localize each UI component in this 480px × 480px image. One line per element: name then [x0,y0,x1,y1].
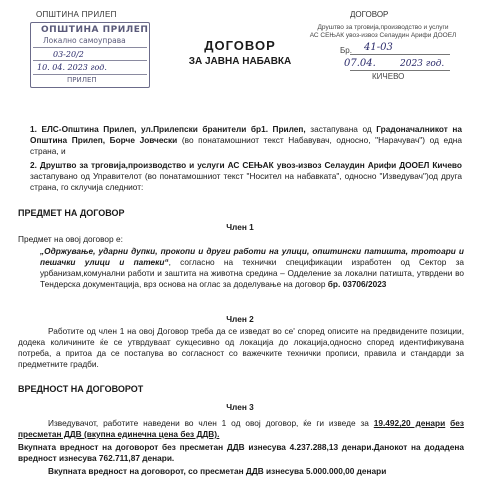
article-3-total-value: 4.237.288,13 [289,442,339,452]
article-2-body: Работите од член 1 на овој Договор треба да се изведат во се' според описите на предвидените позиции, додека количините ќе се утврдуваат сукцесивно од локација до локација,односно според идентификувана потреба, а притоа да се постапува во согласност со важечките технички прописи, правила и стандарди за предметните градби. [18,326,464,369]
section-value-heading: ВРЕДНОСТ НА ДОГОВОРОТ [18,384,144,394]
party1-rest: (во понатамошниот текст Набавувач, односно, "Нарачувач") од една страна, и [30,135,463,156]
stamp-handwritten-date: 10. 04. 2023 год. [37,63,107,72]
party1-number: 1. [30,124,37,134]
party1-mayor: Градоначалникот на Општина Прилеп, Борче Јовчески [30,124,463,145]
registry-stamp-left [30,22,150,88]
party2-rest: застапувано од Управителот (во понатамошниот текст "Носител на набавката", односно "Изведувач")од друга страна, го склучија следниот: [30,171,462,192]
article-3-heading: Член 3 [226,402,254,412]
party2-paragraph [30,160,462,193]
article-1-intro: Предмет на овој договор е: [18,234,123,244]
company-stamp-city: КИЧЕВО [372,72,405,81]
article-2-heading: Член 2 [226,314,254,324]
party1-paragraph [30,124,462,157]
header-contract: ДОГОВОР [350,10,389,19]
company-stamp-underline [350,54,450,55]
article-3-line1 [18,418,464,440]
article-3-total-post: денари.Данокот на додадена вредност изнесува 762.711,87 денари. [18,442,464,463]
article-1-quote: „Одржување, ударни дупки, прокопи и други работи на улици, општински патишта, тротоари и пешачки улици и патеки“ [40,246,464,267]
stamp-handwritten-number: 03-20/2 [53,50,84,59]
article-3-last-line: Вкупната вредност на договорот, со пресметан ДДВ изнесува 5.000.000,00 денари [48,466,387,476]
article-3-total-pre: Вкупната вредност на договорот без пресметан ДДВ изнесува [18,442,290,452]
stamp-city: ПРИЛЕП [67,76,97,84]
section-subject-heading: ПРЕДМЕТ НА ДОГОВОР [18,208,125,218]
company-br-value: 41-03 [364,42,393,53]
stamp-divider [33,74,147,75]
stamp-line-municipality: ОПШТИНА ПРИЛЕП [41,25,149,35]
stamp-line-selfgov: Локално самоуправа [43,36,126,45]
article-1-text: , согласно на технички спецификации изработен од Сектор за урбанизам,комунални работи и заштита на животна средина – Одделение за локални патишта, утврдени во Тендерска документација, врз основа на оглас за доделување на договор [40,257,464,289]
article-3-no-vat: без пресметан ДДВ (вкупна единечна цена без ДДВ). [18,418,464,439]
party1-mid: застапувана од [305,124,377,134]
contract-subtitle: ЗА ЈАВНА НАБАВКА [188,56,292,67]
article-3-pre: Изведувачот, работите наведени во член 1 од овој договор, ќе ги изведе за [48,418,374,428]
company-stamp-underline [350,70,450,71]
article-1-heading: Член 1 [226,222,254,232]
company-stamp-line2: АС СЕЊАК увоз-извоз Селаудин Арифи ДООЕЛ [309,32,457,39]
contract-title: ДОГОВОР [204,38,276,53]
article-1-body [40,246,464,290]
party2-number: 2. [30,160,37,170]
company-date-value: 07.04. [344,58,376,69]
header-municipality: ОПШТИНА ПРИЛЕП [36,10,117,19]
party1-lead: ЕЛС-Општина Прилеп, ул.Прилепски бранители бр1. Прилеп, [41,124,306,134]
party2-lead: Друштво за трговија,производство и услуги АС СЕЊАК увоз-извоз Селаудин Арифи ДООЕЛ Кичево [39,160,462,170]
article-3-total [18,442,464,464]
company-year-suffix: 2023 год. [400,59,445,69]
company-stamp-line1: Друштво за трговија,производство и услуги [317,24,449,31]
article-3-amount: 19.492,20 денари [373,418,446,428]
article-1-contract-no: бр. 03706/2023 [325,279,387,289]
company-br-label: Бр. [340,46,352,55]
